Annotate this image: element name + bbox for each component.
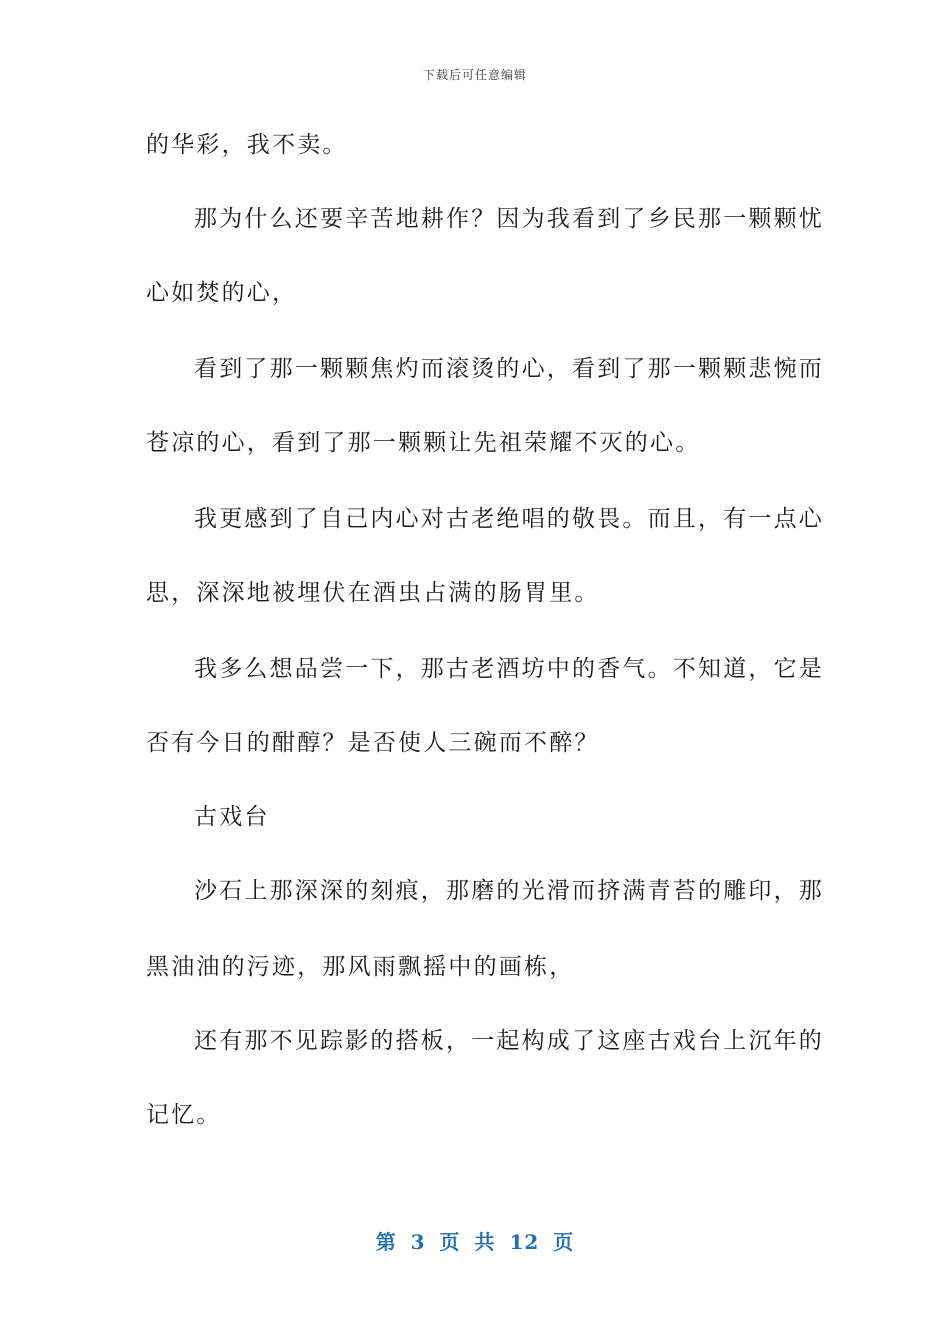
text-line: 的华彩，我不卖。: [146, 132, 348, 158]
text-line: 那为什么还要辛苦地耕作？因为我看到了乡民那一颗颗忧: [194, 206, 824, 232]
page-number: 第 3 页 共 12 页: [375, 1230, 575, 1254]
text-line: 还有那不见踪影的搭板，一起构成了这座古戏台上沉年的: [194, 1028, 824, 1054]
text-line: 看到了那一颗颗焦灼而滚烫的心，看到了那一颗颗悲惋而: [194, 356, 824, 382]
text-line: 我多么想品尝一下，那古老酒坊中的香气。不知道，它是: [194, 656, 824, 682]
section-heading: 古戏台: [194, 804, 270, 830]
text-line: 心如焚的心，: [146, 280, 298, 306]
text-line: 思，深深地被埋伏在酒虫占满的肠胃里。: [146, 580, 600, 606]
page-header: 下载后可任意编辑: [422, 68, 527, 82]
text-line: 否有今日的酣醇？是否使人三碗而不醉？: [146, 730, 600, 756]
text-line: 我更感到了自己内心对古老绝唱的敬畏。而且，有一点心: [194, 506, 824, 532]
text-line: 黑油油的污迹，那风雨飘摇中的画栋，: [146, 954, 575, 980]
text-line: 记忆。: [146, 1102, 222, 1128]
text-line: 苍凉的心，看到了那一颗颗让先祖荣耀不灭的心。: [146, 430, 701, 456]
text-line: 沙石上那深深的刻痕，那磨的光滑而挤满青苔的雕印，那: [194, 878, 824, 904]
